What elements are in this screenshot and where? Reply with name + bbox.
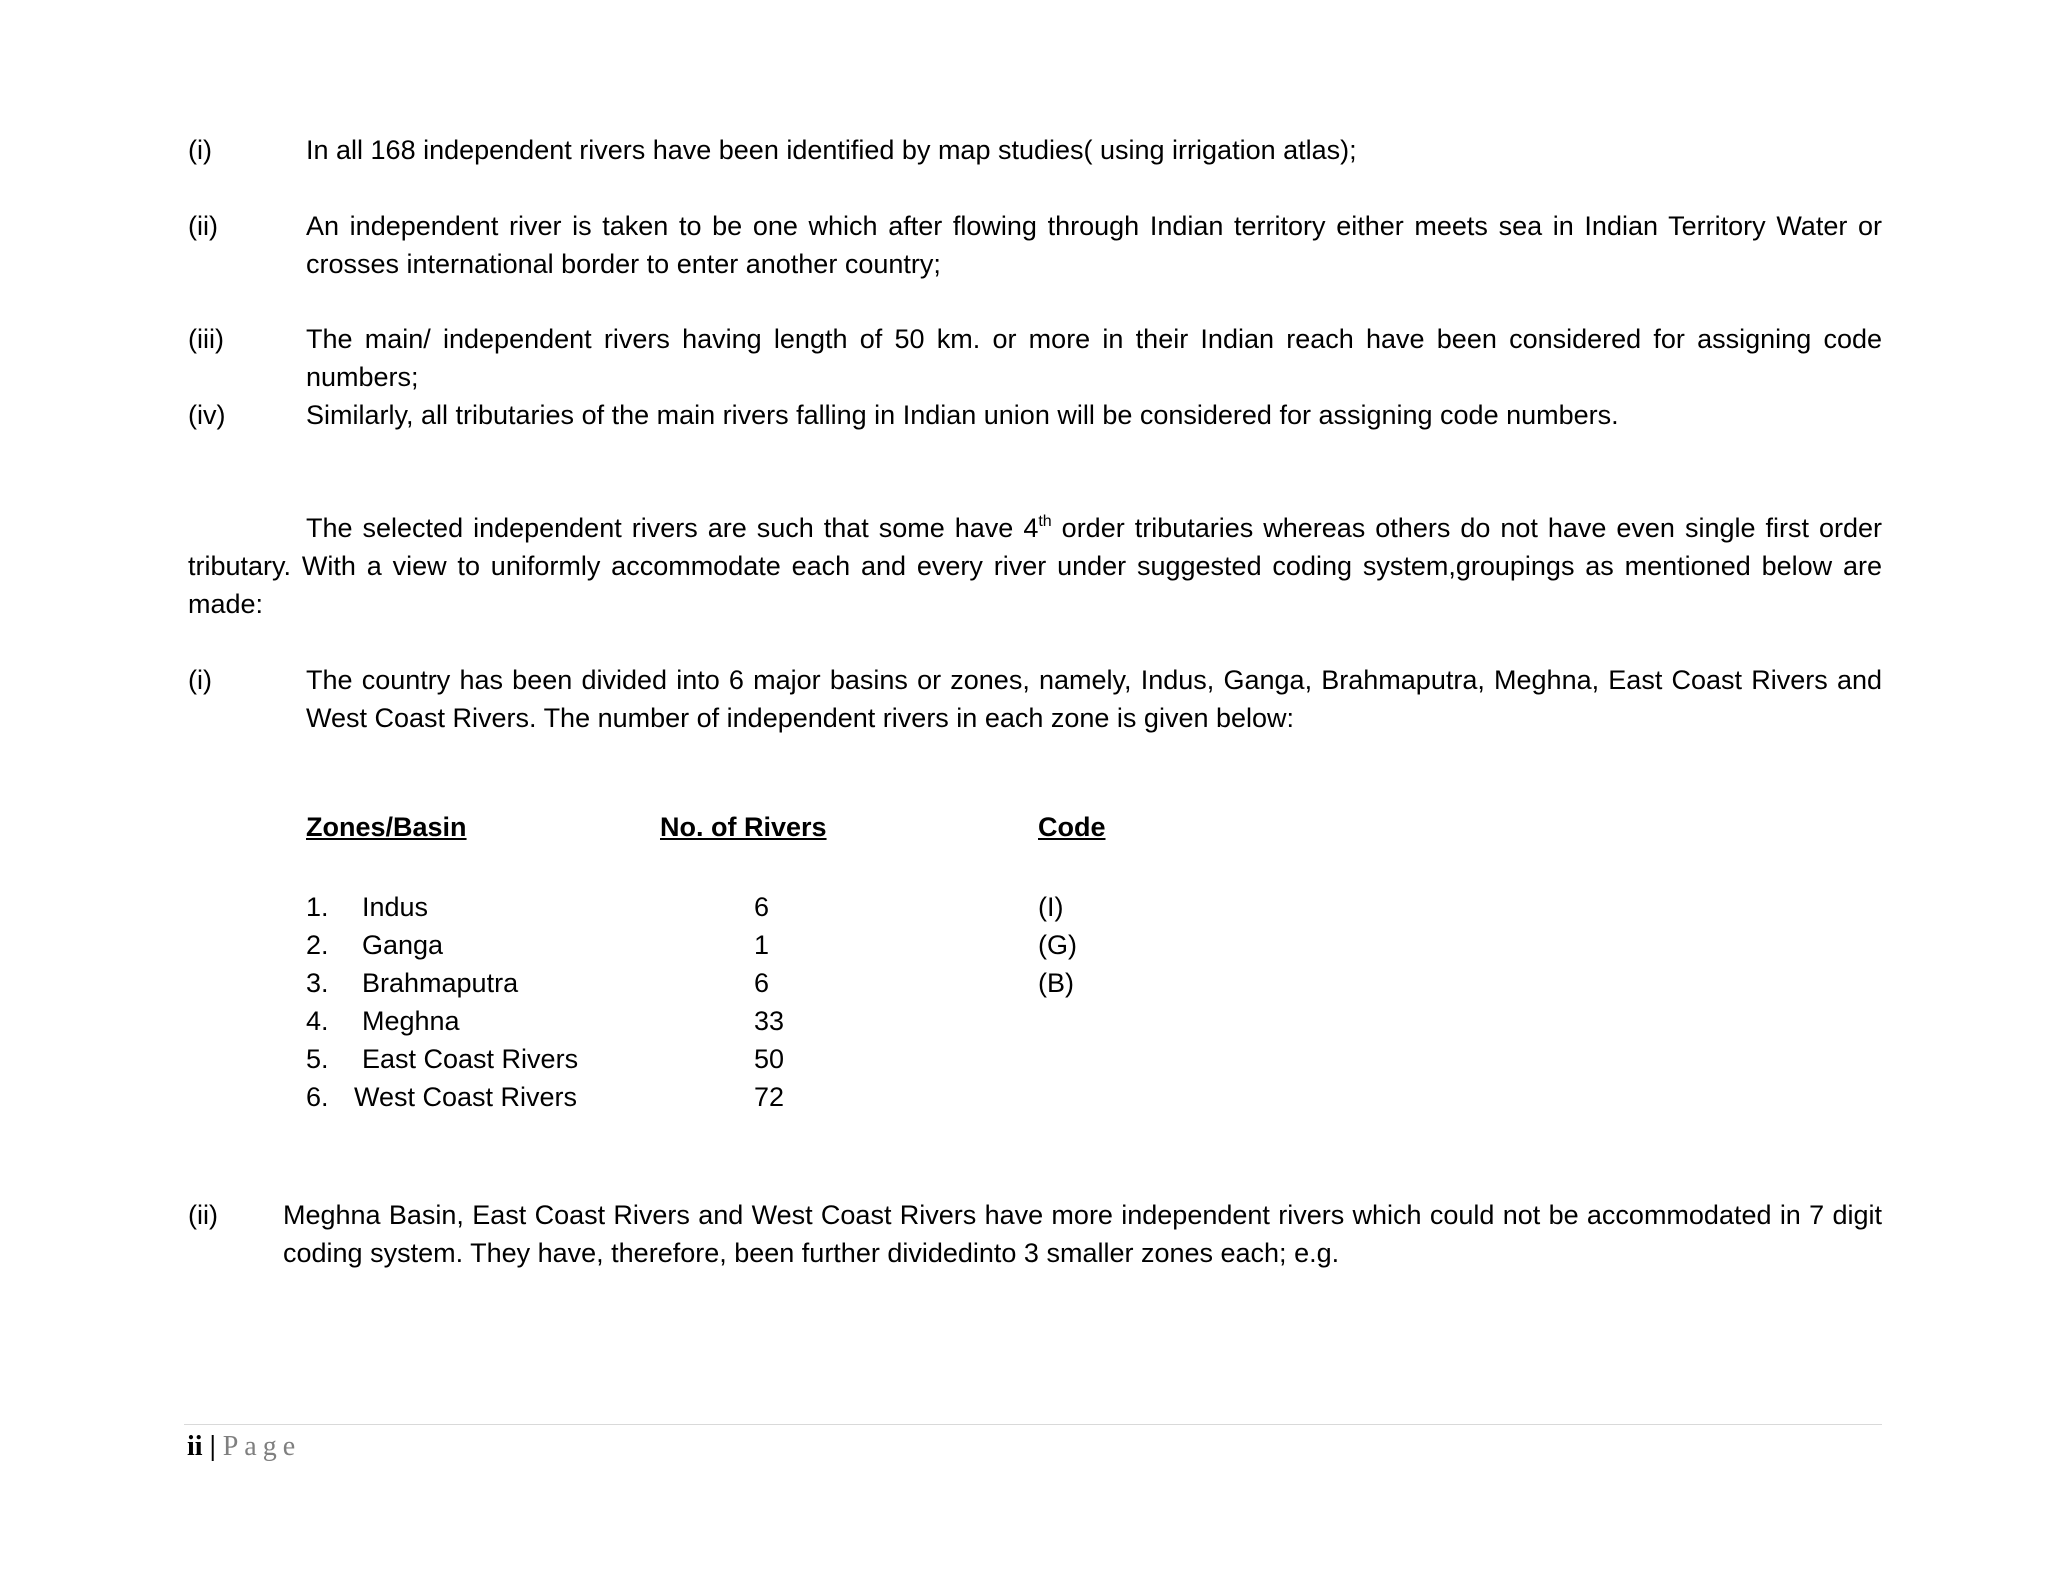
list-marker: (iii) bbox=[188, 324, 224, 354]
paragraph-part1: The selected independent rivers are such that some have 4 bbox=[306, 513, 1039, 543]
row-code: (B) bbox=[1038, 968, 1074, 998]
table-row bbox=[0, 1044, 1000, 1082]
row-zone: West Coast Rivers bbox=[354, 1082, 578, 1112]
table-header-rivers: No. of Rivers bbox=[660, 812, 827, 842]
table-row bbox=[0, 1082, 1000, 1120]
list-marker: (i) bbox=[188, 665, 212, 695]
table-row bbox=[0, 1006, 1000, 1044]
list-text: The main/ independent rivers having length of 50 km. or more in their Indian reach have been considered for assigning code numbers; bbox=[306, 324, 1882, 392]
row-zone: Indus bbox=[362, 892, 429, 922]
table-row bbox=[0, 930, 1077, 968]
table-row bbox=[0, 892, 1064, 930]
list-marker: (i) bbox=[188, 135, 212, 165]
row-zone: Meghna bbox=[362, 1006, 460, 1036]
paragraph-part2: order tributaries whereas others do not have even single first order tributary. With a view to uniformly accommodate each and every river under suggested coding system,groupings as mentioned below are made: bbox=[188, 513, 1882, 619]
row-index: 2. bbox=[306, 930, 329, 960]
row-zone: Brahmaputra bbox=[362, 968, 519, 998]
row-index: 4. bbox=[306, 1006, 329, 1036]
row-code: (I) bbox=[1038, 892, 1064, 922]
footer-separator: | bbox=[209, 1431, 216, 1462]
row-rivers: 72 bbox=[754, 1082, 785, 1112]
row-code: (G) bbox=[1038, 930, 1077, 960]
row-rivers: 1 bbox=[754, 930, 770, 960]
row-index: 1. bbox=[306, 892, 329, 922]
list-marker: (iv) bbox=[188, 400, 226, 430]
row-rivers: 6 bbox=[754, 892, 770, 922]
page-footer bbox=[187, 1431, 301, 1463]
row-index: 3. bbox=[306, 968, 329, 998]
row-rivers: 6 bbox=[754, 968, 770, 998]
footer-divider bbox=[184, 1424, 1882, 1425]
body-paragraph bbox=[188, 509, 1882, 623]
row-rivers: 50 bbox=[754, 1044, 785, 1074]
page-number: ii bbox=[187, 1431, 203, 1462]
page-label: Page bbox=[222, 1431, 302, 1462]
table-header-code: Code bbox=[1038, 812, 1106, 842]
list-text: In all 168 independent rivers have been identified by map studies( using irrigation atlas); bbox=[306, 135, 1357, 165]
list-text: The country has been divided into 6 major basins or zones, namely, Indus, Ganga, Brahmaputra, Meghna, East Coast Rivers and West Coast Rivers. The number of independent rivers in each zone is given below: bbox=[306, 665, 1882, 733]
table-row bbox=[0, 968, 1074, 1006]
row-index: 6. bbox=[306, 1082, 329, 1112]
list-text: An independent river is taken to be one which after flowing through Indian territory either meets sea in Indian Territory Water or crosses international border to enter another country; bbox=[306, 211, 1882, 279]
row-index: 5. bbox=[306, 1044, 329, 1074]
list-text: Similarly, all tributaries of the main rivers falling in Indian union will be considered for assigning code numbers. bbox=[306, 400, 1619, 430]
list-marker: (ii) bbox=[188, 211, 218, 241]
row-zone: Ganga bbox=[362, 930, 444, 960]
list-marker: (ii) bbox=[188, 1200, 218, 1230]
list-text: Meghna Basin, East Coast Rivers and West Coast Rivers have more independent rivers which could not be accommodated in 7 digit coding system. They have, therefore, been further dividedinto 3 smaller zones each; e.g. bbox=[283, 1200, 1882, 1268]
row-rivers: 33 bbox=[754, 1006, 785, 1036]
paragraph-superscript: th bbox=[1038, 513, 1052, 530]
row-zone: East Coast Rivers bbox=[362, 1044, 579, 1074]
table-header-zone: Zones/Basin bbox=[306, 812, 467, 842]
